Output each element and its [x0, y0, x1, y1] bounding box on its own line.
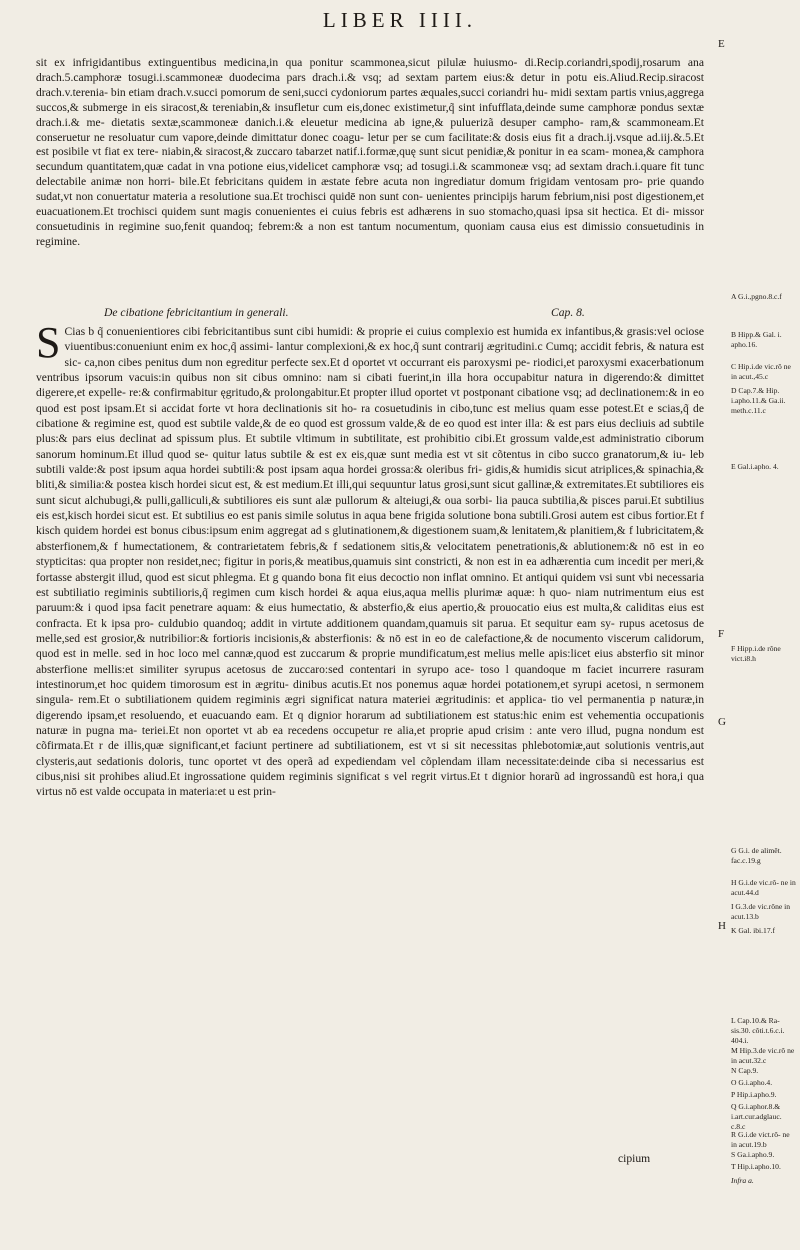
margin-note: K Gal. ibi.17.f — [731, 926, 776, 935]
chapter-heading-row — [36, 306, 704, 322]
margin-note: N Cap.9. — [731, 1066, 759, 1075]
margin-note: S Ga.i.apho.9. — [731, 1150, 775, 1159]
margin-note: D Cap.7.& Hip. i.apho.11.& Ga.ii. meth.c.11.c — [731, 386, 786, 415]
margin-note: O G.i.apho.4. — [731, 1078, 773, 1087]
margin-note: M Hip.3.de vic.rõ ne in acut.32.c — [731, 1046, 795, 1065]
margin-note: B Hipp.& Gal. i. apho.16. — [731, 330, 782, 349]
margin-section-letter: H — [718, 920, 726, 932]
margin-note: T Hip.i.apho.10. — [731, 1162, 781, 1171]
margin-note: R G.i.de vict.rõ- ne in acut.19.b — [731, 1130, 790, 1149]
body-paragraph-1: sit ex infrigidantibus extinguentibus medicina,in qua ponitur scammonea,sicut pilulæ huiusmo- di.Recip.coriandri,spodij,rosarum ana drach.5.camphoræ tosugi.i.scammoneæ duodecima pars drach.i.& vsq; ad sextam partem eius:& detur in potu eis.Aliud.Recip.siracost drach.v.terenia- bin etiam drach.v.succi pomorum de seni,succi cydoniorum partes æquales,succi coriandri hu- midi sextam partis vnius,aggrega succos,& submerge in eis siracost,& tereniabin,& insufletur cum eis,donec existimetur,q̃ sint infufflata,deinde sume camphoræ pondus sextæ drach.i.& me- dietatis sextæ,scammoneæ danich.i.& eleuetur medicina ab igne,& puluerizã desuper campho- ram,& scammoneam.Et conseruetur ne resoluatur cum vapore,deinde dimittatur donec coagu- letur per se cum facilitate:& dosis eius fit a drach.ij.vsque ad.iij.&.5.Et est posibile vt fiat ex tere- niabin,& siracost,& zuccaro tabarzet natif.i.formæ,quę sunt sicut penidiæ,& ponitur in ea scam- monea,& camphora secundum quantitatem,quæ cadat in vna potione eius,videlicet camphoræ vsq; ad tosugi.i.& scammoneæ vsq; ad sextam drach.i.quare fit tunc delectabile animæ non horri- bile.Et febricitans quidem in æstate febre acuta non ingrediatur domum frigidam ventosam pro- prie quando sudat,vt non conuertatur materia a resolutione sua.Et trochisci quidē non sunt con- uenientes principijs harum febrium,nisi post digestionem,et euacuationem.Et trochisci quidem sunt magis conuenientes ei cuius febris est adhærens in suo stomacho,quasi ipsa sit hectica. Et di- missor consuetudinis in regimine suo,fenit quandoq; febrem:& a non est tantum nocumentum, quoniam causa eius est dimissio consuetudinis in regimine. — [36, 56, 704, 248]
margin-note: C Hip.i.de vic.rõ ne in acut.,45.c — [731, 362, 791, 381]
chapter-heading: De cibatione febricitantium in generali. — [104, 306, 289, 319]
margin-note: E Gal.i.apho. 4. — [731, 462, 779, 471]
margin-section-letter: F — [718, 628, 725, 640]
margin-note: F Hipp.i.de rõne vict.i8.h — [731, 644, 781, 663]
margin-note: H G.i.de vic.rõ- ne in acut.44.d — [731, 878, 796, 897]
margin-note: Q G.i.aphor.8.& i.art.cur.adglauc. c.8.c — [731, 1102, 782, 1131]
catchword: cipium — [618, 1152, 651, 1165]
chapter-number: Cap. 8. — [551, 306, 585, 319]
drop-cap-initial: S — [36, 318, 61, 367]
margin-note: L Cap.10.& Ra- sis.30. cõti.t.6.c.i. 404.i. — [731, 1016, 785, 1045]
body-paragraph-2 — [36, 318, 704, 800]
margin-note: Infra a. — [731, 1176, 754, 1185]
margin-section-letter: G — [718, 716, 726, 728]
margin-note: I G.3.de vic.rõne in acut.13.b — [731, 902, 791, 921]
margin-note: A G.i.,pgno.8.c.f — [731, 292, 782, 301]
margin-note: G G.i. de alimẽt. fac.c.19.g — [731, 846, 782, 865]
margin-section-letter: E — [718, 38, 725, 50]
body-paragraph-2-text: Cias b q̃ conuenientiores cibi febricitantibus sunt cibi humidi: & proprie ei cuius complexio est humida ex infantibus,& grasis:vel ociose viuentibus:conueniunt enim ex hoc,q̃ assimi- lantur complexioni,& ex hoc,q̃ sunt contrarij ægritudini.c Cumq; accidit febris, & natura est sic- ca,non cibes penitus dum non egreditur perfecte sex.Et d oportet vt occurrant eis paroxysmi pe- riodici,et paroxysmi exacerbationum ventribus ipsorum vacuis:in quibus non sit cibus omnino: nam si cibati fuerint,in illa hora occupabitur natura in digerendo:& dimittet digerere,et expelle- re:& confirmabitur ęgritudo,& prolongabitur.Et propter illud oportet vt postponant cibatione vsq; ad declinationem:& in eo quod est post ipsam.Et si accidat forte vt hora declinationis sit ho- ra cosuetudinis in cibo,tunc est melius quam esse potest.Et e scias,q̃ de cibatione & regimine est, quod est subtile valde,& de eo quod est grossum valde,& de eo quod est inter illa: & est pars eius decliuis ad subtile plus:& pars eius declinat ad spissum plus. Et subtile vltimum in subtilitate, est prohibitio cibi.Et grossum valde,est administratio ciborum sanorum hominum.Et illud quod se- quitur latus subtile & est ex eis,quæ sunt media est vt sit cõtentus in cibo succo granatorum,& iu- leb subtili valde:& post ipsum aqua hordei subtili:& post ipsam aqua hordei grossa:& oleribus fri- gidis,& humidis sicut atriplices,& spinachia,& bliti,& similia:& postea kisch hordei sicut est, & est medium.Et illi,qui sequuntur latus grosi,sunt sicut gallinæ,& extremitates.Et subtiliores eis sunt sicut alchubugi,& pulli,galliculi,& subtiliores eis sunt alæ pullorum & alteiugi,& oua sorbi- lia pauca subtilia,& pisces parui.Et subtilius eis est,kisch hordei sicut est. Et subtilius eo est panis simile solutus in aqua bene frigida solutione bona subtili.Grosi autem est cibus fortior.Et f kisch quidem hordei est bonus cibus:ipsum enim aggregat ad s glutinationem,& digestionem suam,& lenitatem,& planitiem,& f lubricitatem,& absterfionem,& f humectationem, & contrarietatem febris,& f sedationem sitis,& velocitatem penetrationis,& ablutionem:& nō est in eo stypticitas: qua propter non residet,nec; figitur in poris,& meatibus,quamuis sint constricti, & non est in ea adhærentia cum incedit per meri,& fortasse abstergit illud, quod est sicut phlegma. Et g quando bona fit eius decoctio non inflat omnino. Et antiqui quidem vsi sunt vbi necessaria est subtiliatio regiminis subtilioris,q̃ regimen cum kisch hordei & aqua eius,aqua mellis plurimæ aquæ: h quo- niam nutrimentum eius est paruum:& i quod ipsa facit penetrare aquam: & eius humectatio, & absterfio,& eius apertio,& prouocatio eius est multa,& caliditas eius est confracta. Et k ipsa pro- culdubio quandoq; addit in virtute additionem quandam,quamuis sit parua. Et sequitur eam sy- rupus acetosus de melle,sed est grosior,& nutribilior:& fortioris incisionis,& absterfionis: & nō est in eo de calefactione,& de nocumento viscerum calidorum, quod est in melle. sed in hoc loco mel cannæ,quod est zuccarum & proprie mundificatum,est melius melle apis:licet eius absterfio sit minor absterfione mellis:et similiter syrupus acetosus de zuccaro:sed contentari in syrupo ace- toso l quandoque m faciet incurrere rasuram intestinorum,et hoc quidem timorosum est in ægritu- dinibus acutis.Et nos ponemus aquæ hordei potationem,et syrupi acetosi, n sermonem singula- rem.Et o subtiliationem quidem regiminis ægri significat natura materiei ægritudinis: et applica- tio vel permanentia p naturæ,in digerendo ipsam,et resoluendo, et euacuando eam. Et q dignior horarum ad subtiliationem est status:hic enim est vehementia occupationis naturæ in pugna ma- teriei.Et non oportet vt ab ea recedens occupetur re alia,et proprie apud crisim : ante vero illud, pugna nondum est cõfirmata.Et r de illis,quæ significant,et faciunt pertinere ad subtiliationem, est vt si sit necessitas phlebotomiæ,aut solutionis ventris,aut clysteris,aut sedationis doloris, tunc oportet vt des operã ad expediendam vel cõplendam illam necessitate:deinde ciba si necessarius est cibus,nisi sit prohibes aliud.Et ingrossatione quidem regiminis significat s vel regrit virtus.Et t dignior horarũ ad ingrossandũ est hora,i qua virtus nō est valde occupata in materia:et u est prin- — [36, 325, 704, 799]
page-title: LIBER IIII. — [322, 8, 478, 32]
margin-note: P Hip.i.apho.9. — [731, 1090, 777, 1099]
